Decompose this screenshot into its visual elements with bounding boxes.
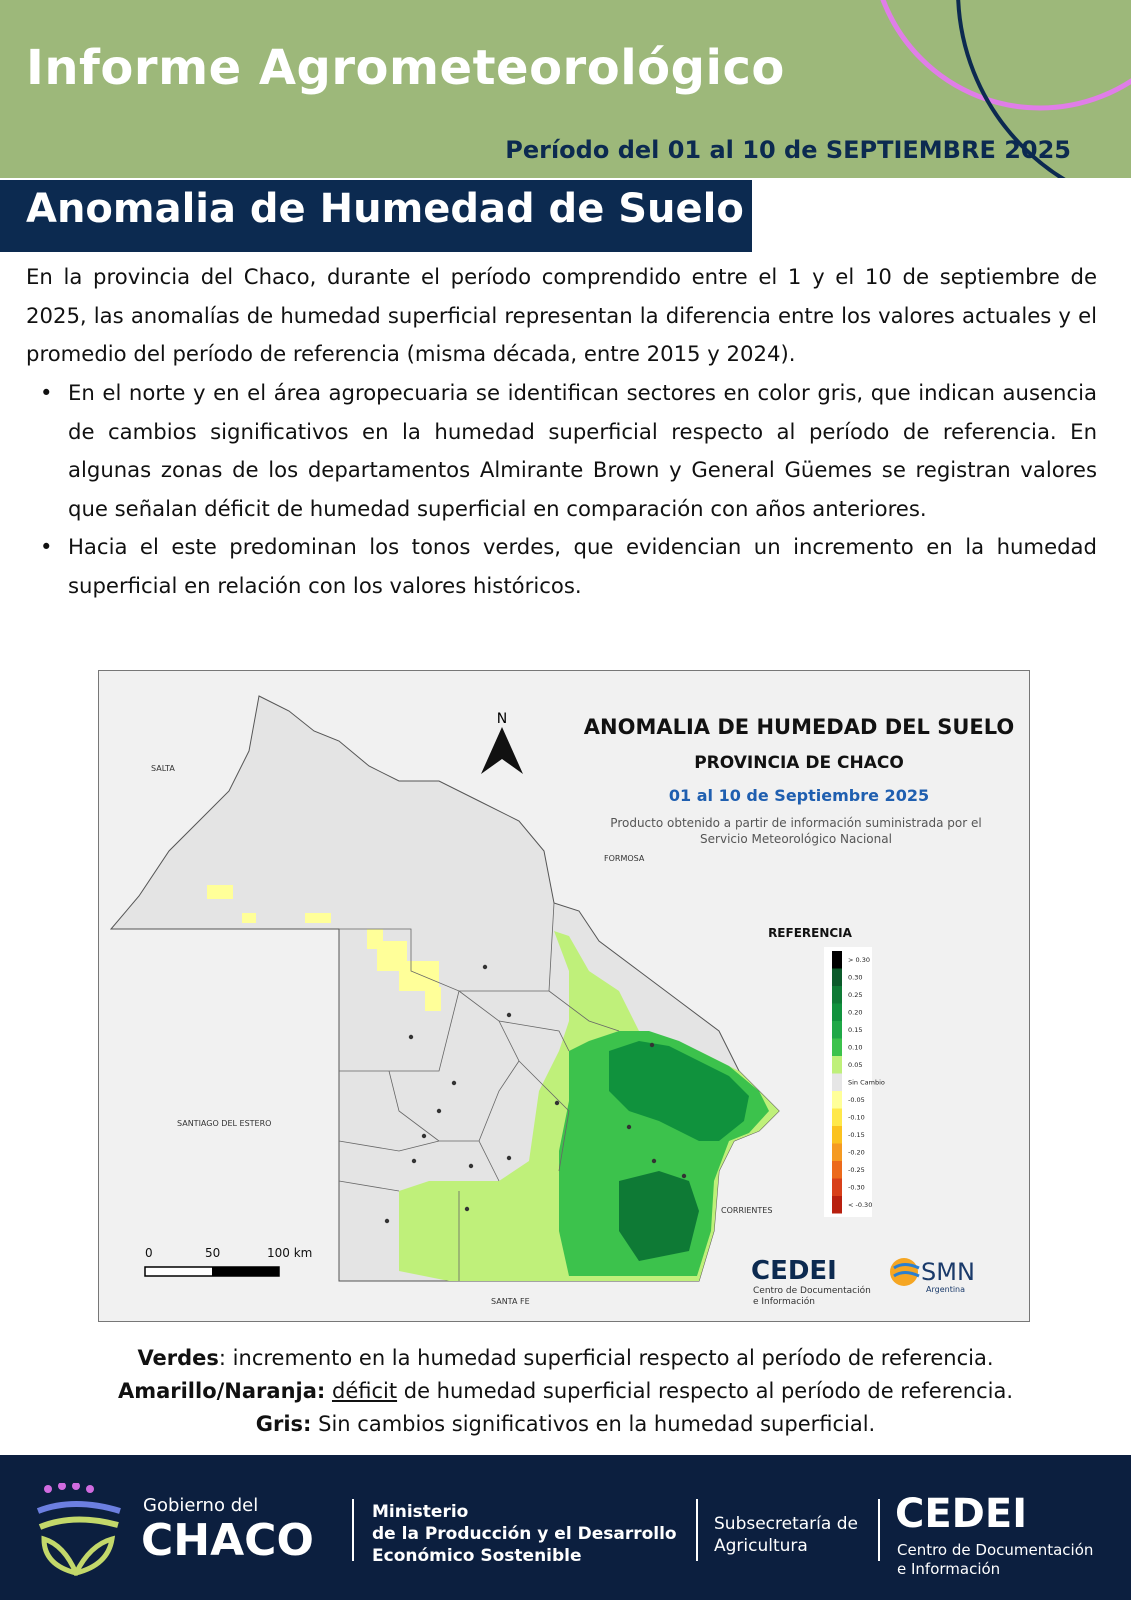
legend-swatch <box>832 1179 842 1197</box>
legend-label: 0.05 <box>848 1061 863 1069</box>
region-label: SANTA FE <box>491 1297 530 1306</box>
legend-swatch <box>832 1074 842 1092</box>
note-text: Sin cambios significativos en la humedad superficial. <box>311 1412 876 1436</box>
bullet-text: Hacia el este predominan los tonos verdes, que evidencian un incremento en la humedad superficial en relación con los valores históricos. <box>68 534 1097 598</box>
map-source: Producto obtenido a partir de información suministrada por el <box>610 816 982 830</box>
legend-swatch <box>832 986 842 1004</box>
legend-label: 0.10 <box>848 1043 863 1052</box>
legend-label: > 0.30 <box>848 956 870 964</box>
note-bold: Gris: <box>255 1412 312 1436</box>
report-title: Informe Agrometeorológico <box>26 40 785 96</box>
legend-swatch <box>832 1196 842 1214</box>
legend-label: 0.15 <box>848 1026 863 1034</box>
chaco-logo-icon <box>34 1483 130 1579</box>
legend-swatch <box>832 1126 842 1144</box>
scale-label: 100 km <box>267 1246 313 1260</box>
ministry-label: de la Producción y el Desarrollo <box>372 1524 677 1544</box>
legend-label: -0.30 <box>848 1183 865 1192</box>
legend-note-yellow <box>0 1375 1131 1408</box>
legend-label: Sin Cambio <box>848 1078 885 1087</box>
legend-note-green <box>0 1342 1131 1375</box>
smn-logo: SMN <box>921 1258 975 1286</box>
section-title: Anomalia de Humedad de Suelo <box>26 186 744 232</box>
legend-swatch <box>832 1056 842 1074</box>
map-title: ANOMALIA DE HUMEDAD DEL SUELO <box>583 715 1015 739</box>
note-underlined: déficit <box>331 1379 398 1403</box>
map-date: 01 al 10 de Septiembre 2025 <box>668 786 930 805</box>
legend-swatch <box>832 1004 842 1022</box>
bullet-dot: • <box>40 534 53 559</box>
map-source: Servicio Meteorológico Nacional <box>700 832 892 846</box>
bullet-item <box>26 528 1097 605</box>
smn-logo-text: Argentina <box>926 1285 966 1294</box>
bullet-list <box>26 374 1097 605</box>
note-text: : incremento en la humedad superficial respecto al período de referencia. <box>218 1346 994 1370</box>
footer <box>0 1455 1131 1600</box>
map-svg <box>99 671 1029 1321</box>
scale-label: 0 <box>145 1246 153 1260</box>
cedei-logo-text: Centro de Documentación <box>753 1286 871 1296</box>
footer-divider <box>878 1499 880 1561</box>
note-bold: Verdes <box>137 1346 219 1370</box>
legend-label: < -0.30 <box>848 1201 873 1209</box>
map-subtitle: PROVINCIA DE CHACO <box>694 753 904 773</box>
legend-swatch <box>832 1039 842 1057</box>
subsecretaria-label: Subsecretaría de <box>714 1514 858 1534</box>
bullet-dot: • <box>40 380 53 405</box>
cedei-logo-text: e Información <box>753 1297 815 1307</box>
north-label: N <box>496 711 508 727</box>
legend-swatch <box>832 1161 842 1179</box>
gob-small-label: Gobierno del <box>143 1495 259 1516</box>
cedei-footer-logo: CEDEI <box>895 1491 1028 1537</box>
region-label: SANTIAGO DEL ESTERO <box>177 1119 272 1128</box>
footer-divider <box>352 1499 354 1561</box>
legend-label: 0.25 <box>848 991 863 999</box>
scale-label: 50 <box>205 1246 221 1260</box>
zone-darker-green <box>619 1171 699 1261</box>
legend-label: -0.05 <box>848 1096 865 1104</box>
region-label: FORMOSA <box>604 854 645 863</box>
legend-label: -0.10 <box>848 1113 865 1122</box>
section-title-bar <box>0 180 752 252</box>
legend-swatch <box>832 951 842 969</box>
cedei-logo: CEDEI <box>751 1256 837 1286</box>
cedei-footer-text: Centro de Documentación <box>897 1541 1094 1559</box>
ministry-label: Ministerio <box>372 1502 469 1522</box>
legend-label: -0.25 <box>848 1166 865 1174</box>
region-label: CORRIENTES <box>721 1206 773 1215</box>
footer-divider <box>696 1499 698 1561</box>
legend-swatch <box>832 1109 842 1127</box>
bullet-item <box>26 374 1097 528</box>
cedei-footer-text: e Información <box>897 1560 1001 1578</box>
scale-bar-segment <box>212 1267 279 1276</box>
legend-title: REFERENCIA <box>768 926 852 940</box>
note-text: de humedad superficial respecto al período de referencia. <box>397 1379 1014 1403</box>
ministry-label: Económico Sostenible <box>372 1546 582 1566</box>
color-legend-notes <box>0 1342 1131 1441</box>
legend-swatch <box>832 969 842 987</box>
legend-label: 0.30 <box>848 973 863 982</box>
subsecretaria-label: Agricultura <box>714 1536 808 1556</box>
gob-big-label: CHACO <box>141 1515 314 1566</box>
legend-swatch <box>832 1021 842 1039</box>
legend-label: -0.15 <box>848 1131 865 1139</box>
bullet-text: En el norte y en el área agropecuaria se identifican sectores en color gris, que indican ausencia de cambios significativos en la humedad superficial respecto al período de referencia. En algunas zonas de los departamentos Almirante Brown y General Güemes se registran valores que señalan déficit de humedad superficial en comparación con años anteriores. <box>68 380 1097 521</box>
legend-note-grey <box>0 1408 1131 1441</box>
soil-moisture-map <box>98 670 1030 1322</box>
note-bold: Amarillo/Naranja: <box>117 1379 326 1403</box>
legend-swatch <box>832 1091 842 1109</box>
intro-paragraph: En la provincia del Chaco, durante el período comprendido entre el 1 y el 10 de septiembre de 2025, las anomalías de humedad superficial representan la diferencia entre los valores actuales y el promedio del período de referencia (misma década, entre 2015 y 2024). <box>26 264 1097 366</box>
report-period: Período del 01 al 10 de SEPTIEMBRE 2025 <box>505 136 1071 164</box>
region-label: SALTA <box>151 764 175 773</box>
legend-swatch <box>832 1144 842 1162</box>
legend-label: 0.20 <box>848 1008 863 1017</box>
header-band <box>0 0 1131 178</box>
legend-label: -0.20 <box>848 1148 865 1157</box>
